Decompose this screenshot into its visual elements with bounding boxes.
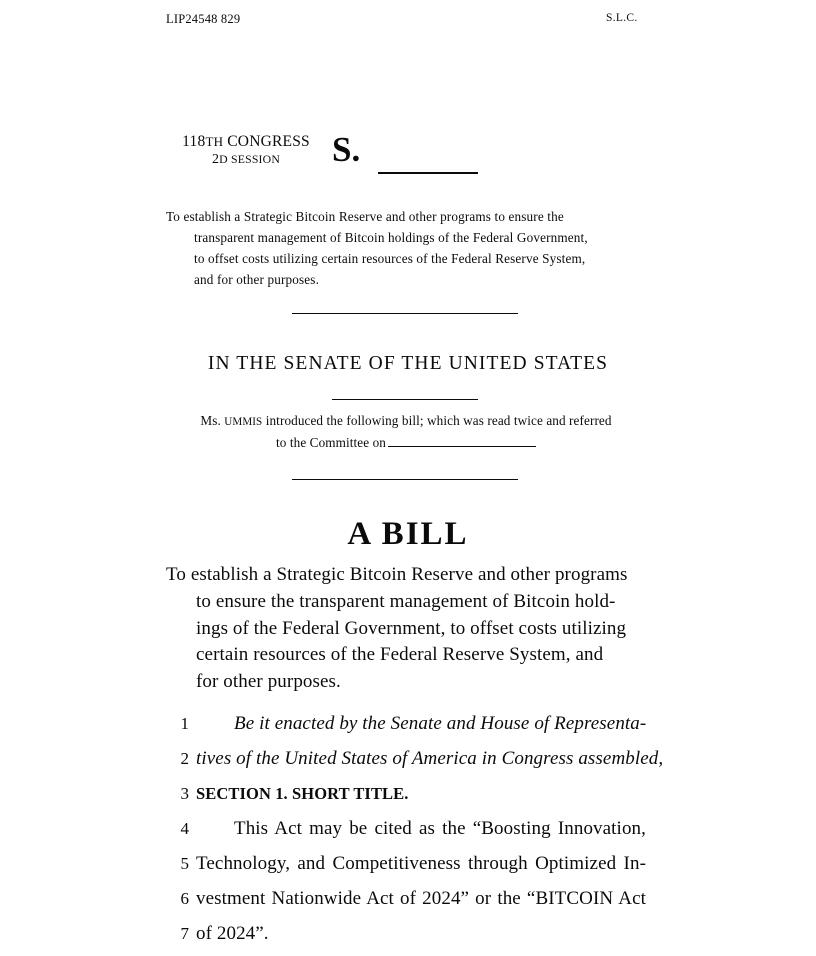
bill-body [166,706,664,951]
long-title-line: To establish a Strategic Bitcoin Reserve and other programs [166,564,628,585]
long-title-line: for other purposes. [196,671,341,693]
congress-session-block [166,132,326,169]
line-text: tives of the United States of America in Congress assembled, [196,748,664,769]
line-text: vestment Nationwide Act of 2024” or the “BITCOIN Act [196,888,646,909]
introducer-note [166,410,646,453]
line-number: 7 [180,924,189,943]
line-number: 5 [180,854,189,873]
bill-heading: A BILL [347,516,469,552]
body-line [166,811,646,846]
divider-rule-top [292,313,518,314]
chamber-heading: IN THE SENATE OF THE UNITED STATES [207,353,609,374]
body-line [166,741,664,776]
line-text: Technology, and Competitiveness through Optimized In- [196,853,646,874]
line-text: of 2024”. [196,923,269,944]
summary-line: To establish a Strategic Bitcoin Reserve and other programs to ensure the [166,209,564,224]
congress-session: 2D SESSION [211,152,281,168]
long-title-line: ings of the Federal Government, to offset costs utilizing [196,617,627,639]
line-text: Be it enacted by the Senate and House of Representa- [234,713,647,734]
body-line [166,706,646,741]
line-number: 6 [180,889,189,908]
summary-line: transparent management of Bitcoin holdings of the Federal Government, [194,229,588,245]
body-line-section-heading [166,776,646,811]
body-line [166,881,646,916]
line-number: 1 [180,714,189,733]
divider-rule-short [332,399,478,400]
long-title [166,562,646,696]
bill-number-blank [378,172,478,174]
congress-number: 118TH CONGRESS [182,133,310,150]
line-text: SECTION 1. SHORT TITLE. [196,784,409,803]
long-title-line: to ensure the transparent management of Bitcoin hold- [196,590,616,612]
committee-blank [388,434,536,447]
running-head-left: LIP24548 829 [166,12,241,26]
bill-summary [166,207,646,290]
body-line [166,916,646,951]
line-number: 3 [180,784,189,803]
introducer-line-2: to the Committee on [276,434,386,450]
body-line [166,846,646,881]
running-head-right: S.L.C. [606,12,638,24]
summary-line: to offset costs utilizing certain resources of the Federal Reserve System, [194,250,586,266]
line-number: 2 [180,749,189,768]
line-text: This Act may be cited as the “Boosting Innovation, [234,818,646,839]
introducer-line-1: Ms. UMMIS introduced the following bill; which was read twice and referred [200,413,612,428]
long-title-line: certain resources of the Federal Reserve System, and [196,644,604,666]
line-number: 4 [180,819,189,838]
summary-line: and for other purposes. [194,271,320,287]
bill-designator: S. [332,130,361,169]
divider-rule-bottom [292,479,518,480]
running-head [0,12,816,32]
